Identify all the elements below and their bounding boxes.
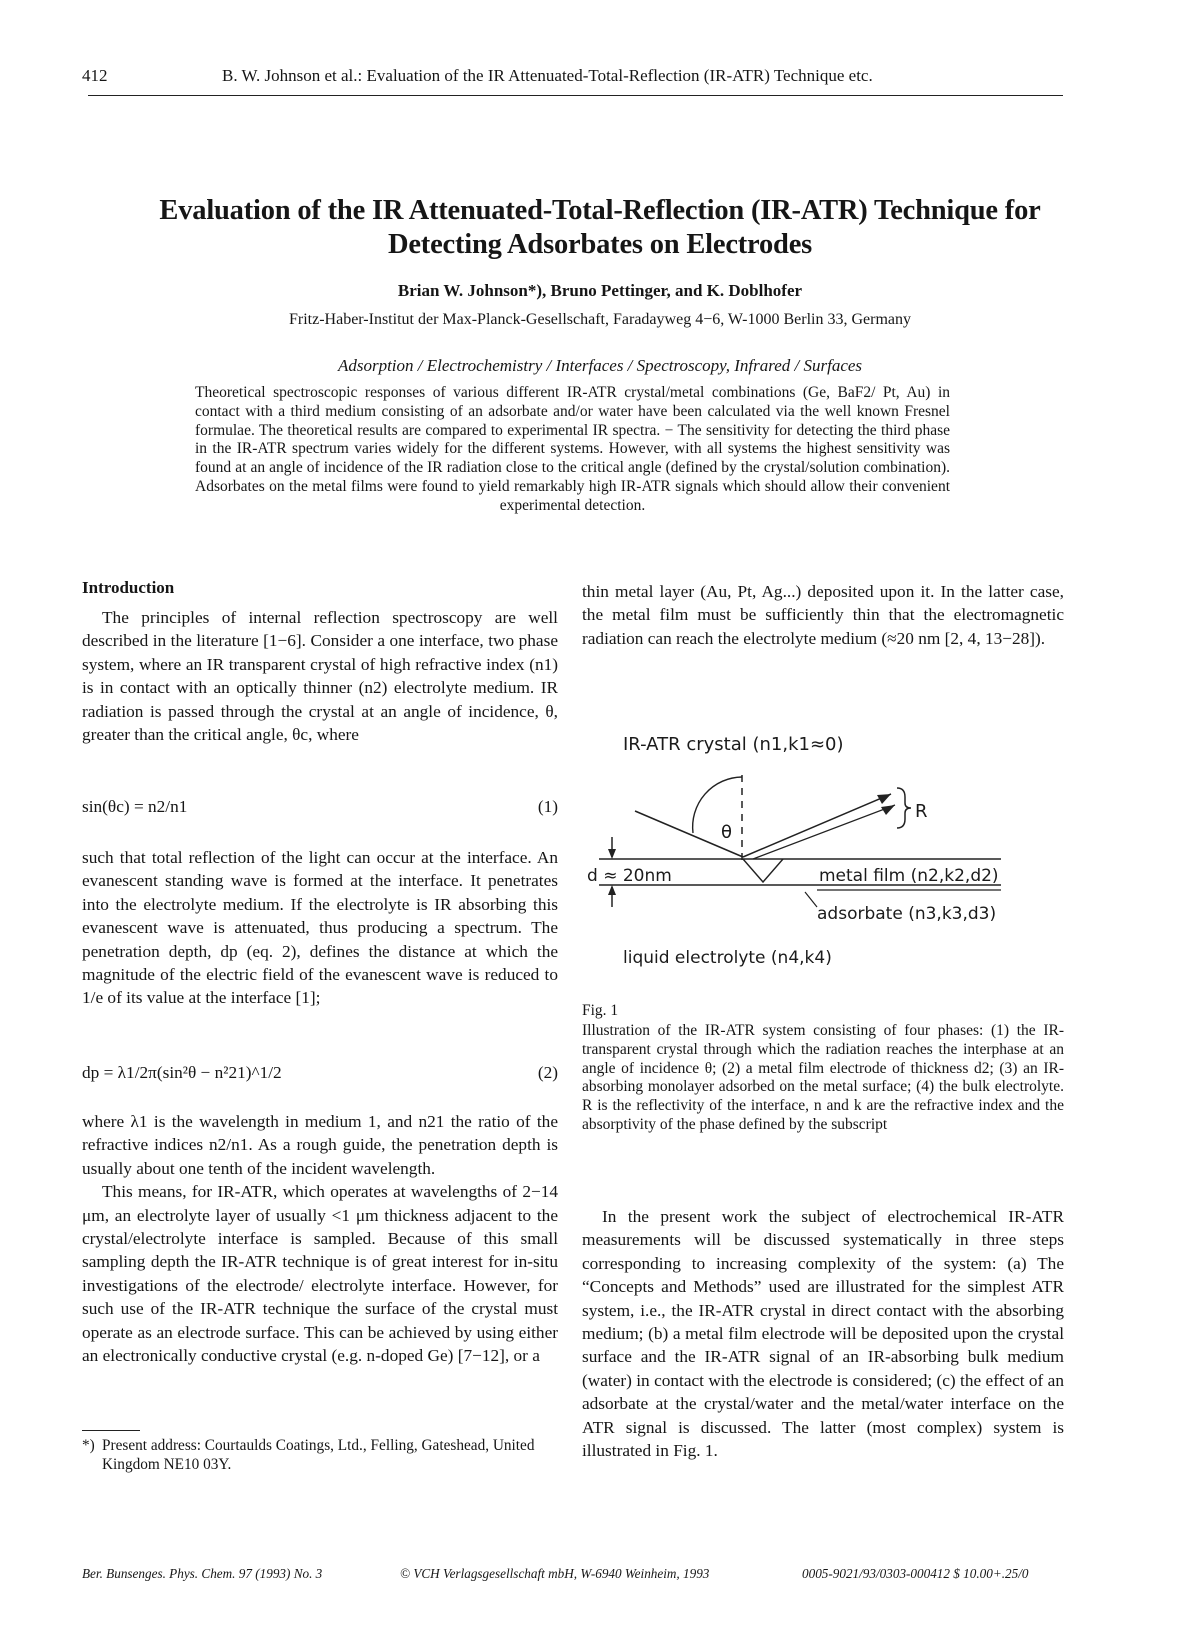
figure-1-diagram xyxy=(585,725,1025,975)
intro-paragraph-1 xyxy=(82,606,558,746)
footnote-rule xyxy=(82,1430,140,1431)
article-title xyxy=(80,194,1120,262)
electrolyte-label: liquid electrolyte (n4,k4) xyxy=(623,948,832,968)
evanescent-wave xyxy=(743,859,783,882)
figure-label: Fig. 1 xyxy=(582,1002,619,1019)
paragraph: thin metal layer (Au, Pt, Ag...) deposited upon it. In the latter case, the metal film must be sufficiently thin that the electromagnetic radiation can reach the electrolyte medium (≈20 nm [2, 4, 13−28]). xyxy=(582,582,1064,648)
reflectivity-label: R xyxy=(915,801,928,822)
arrowhead xyxy=(608,885,616,895)
intro-paragraph-2 xyxy=(82,846,558,1010)
paragraph: The principles of internal reflection spectroscopy are well described in the literature [1−6]. Consider a one interface, two phase system, where an IR transparent crystal of high refractive index (n1) is in contact with an optically thinner (n2) electrolyte medium. IR radiation is passed through the crystal at an angle of incidence, θ, greater than the critical angle, θc, where xyxy=(82,608,558,745)
equation-2-number: (2) xyxy=(537,1063,558,1082)
reflected-ray-2 xyxy=(753,805,895,859)
paragraph: In the present work the subject of electrochemical IR-ATR measurements will be discussed systematically in three steps corresponding to increasing complexity of the system: (a) The “Concepts and Methods” used are illustrated for the simplest ATR system, i.e., the IR-ATR crystal in direct contact with the absorbing medium; (b) a metal film electrode will be deposited upon the crystal surface and the IR-ATR signal of an IR-absorbing bulk medium (water) in contact with the electrode is considered; (c) the effect of an adsorbate at the crystal/water and the metal/water interface on the ATR signal is discussed. The latter (most complex) system is illustrated in Fig. 1. xyxy=(582,1207,1064,1461)
adsorbate-label: adsorbate (n3,k3,d3) xyxy=(817,904,997,924)
crystal-label: IR-ATR crystal (n1,k1≈0) xyxy=(623,734,844,755)
affiliation: Fritz-Haber-Institut der Max-Planck-Gesellschaft, Faradayweg 4−6, W-1000 Berlin 33, Germany xyxy=(288,311,911,328)
intro-paragraph-final xyxy=(582,1205,1064,1462)
theta-label: θ xyxy=(721,822,733,843)
paragraph: such that total reflection of the light can occur at the interface. An evanescent standing wave is formed at the interface. It penetrates into the electrolyte medium. If the electrolyte is IR absorbing this evanescent wave is attenuated, thus producing a spectrum. The penetration depth, dp (eq. 2), defines the distance at which the magnitude of the electric field of the evanescent wave is reduced to 1/e of its value at the interface [1]; xyxy=(82,848,558,1008)
footnote-text: Present address: Courtaulds Coatings, Ltd., Felling, Gateshead, United Kingdom NE10 03Y. xyxy=(102,1437,535,1473)
thickness-label: d ≈ 20nm xyxy=(587,866,672,886)
paragraph: This means, for IR-ATR, which operates at wavelengths of 2−14 μm, an electrolyte layer of usually <1 μm thickness adjacent to the crystal/electrolyte interface is sampled. Because of this small sampling depth the IR-ATR technique is of great interest for in-situ investigations of the electrode/ electrolyte interface. However, for such use of the IR-ATR technique the surface of the crystal must operate as an electrode surface. This can be achieved by using either an electronically conductive crystal (e.g. n-doped Ge) [7−12], or a xyxy=(82,1182,558,1366)
section-heading-introduction: Introduction xyxy=(82,578,175,597)
equation-1 xyxy=(82,797,558,817)
authors: Brian W. Johnson*), Bruno Pettinger, and K. Doblhofer xyxy=(397,281,803,300)
title-line-1: Evaluation of the IR Attenuated-Total-Reflection (IR-ATR) Technique for xyxy=(159,195,1041,226)
footer-copyright: © VCH Verlagsgesellschaft mbH, W-6940 Weinheim, 1993 xyxy=(400,1566,710,1581)
footer-code: 0005-9021/93/0303-000412 $ 10.00+.25/0 xyxy=(802,1566,1029,1581)
arrowhead xyxy=(881,805,895,815)
footnote xyxy=(82,1436,558,1474)
equation-1-number: (1) xyxy=(537,797,558,816)
equation-2-text: dp = λ1/2π(sin²θ − n²21)^1/2 xyxy=(82,1063,282,1082)
adsorbate-pointer xyxy=(805,892,817,907)
paragraph: where λ1 is the wavelength in medium 1, and n21 the ratio of the refractive indices n2/n1. As a rough guide, the penetration depth is usually about one tenth of the incident wavelength. xyxy=(82,1112,558,1178)
equation-1-text: sin(θc) = n2/n1 xyxy=(82,797,188,816)
figure-caption: Illustration of the IR-ATR system consisting of four phases: (1) the IR-transparent crystal through which the radiation reaches the interphase at an angle of incidence θ; (2) a metal film electrode of thickness d2; (3) an IR-absorbing monolayer adsorbed on the metal surface; (4) the bulk electrolyte. R is the reflectivity of the interface, n and k are the refractive index and the absorptivity of the phase defined by the subscript xyxy=(582,1022,1064,1133)
footer-journal: Ber. Bunsenges. Phys. Chem. 97 (1993) No. 3 xyxy=(82,1566,323,1581)
title-line-2: Detecting Adsorbates on Electrodes xyxy=(387,229,813,260)
equation-2 xyxy=(82,1063,558,1083)
metal-film-label: metal film (n2,k2,d2) xyxy=(819,866,999,886)
header-rule xyxy=(88,95,1063,96)
running-title: B. W. Johnson et al.: Evaluation of the IR Attenuated-Total-Reflection (IR-ATR) Technique etc. xyxy=(222,66,873,85)
abstract: Theoretical spectroscopic responses of various different IR-ATR crystal/metal combinations (Ge, BaF2/ Pt, Au) in contact with a third medium consisting of an adsorbate and/or water have been calculated via the well known Fresnel formulae. The theoretical results are compared to experimental IR spectra. − The sensitivity for detecting the third phase in the IR-ATR spectrum varies widely for the different systems. However, with all systems the highest sensitivity was found at an angle of incidence of the IR radiation close to the critical angle (defined by the crystal/solution combination). Adsorbates on the metal films were found to yield remarkably high IR-ATR signals which should allow their convenient experimental detection. xyxy=(195,384,950,514)
page-number: 412 xyxy=(82,66,108,85)
reflected-ray xyxy=(743,794,891,857)
keywords: Adsorption / Electrochemistry / Interfaces / Spectroscopy, Infrared / Surfaces xyxy=(337,356,863,375)
angle-arc xyxy=(693,777,742,833)
intro-paragraph-continued xyxy=(582,580,1064,650)
arrowhead xyxy=(608,849,616,859)
footnote-mark: *) xyxy=(82,1437,95,1454)
intro-paragraph-3 xyxy=(82,1110,558,1367)
reflectivity-brace xyxy=(897,788,911,828)
